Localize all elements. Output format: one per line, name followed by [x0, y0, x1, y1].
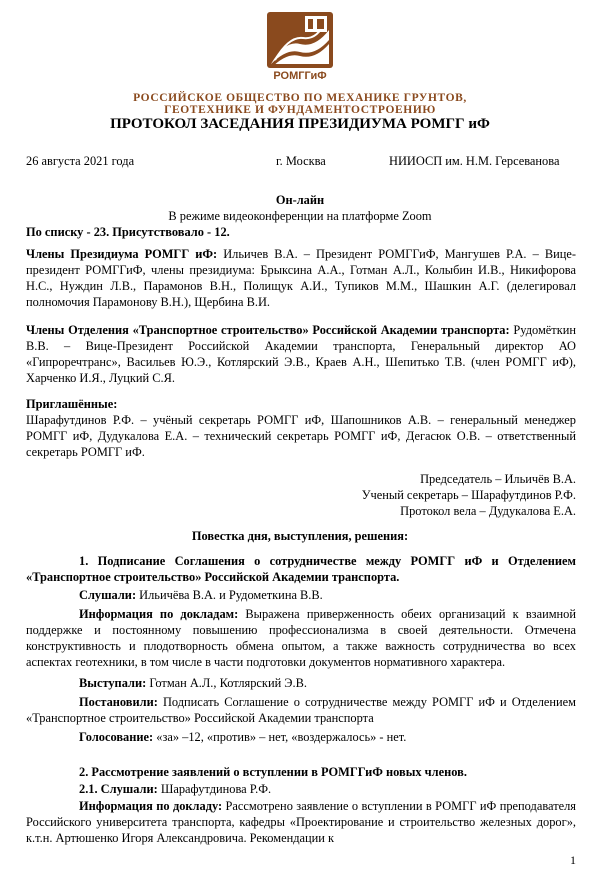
recorder: Протокол вела – Дудукалова Е.А.: [400, 504, 576, 518]
item1-info: [26, 606, 576, 670]
meeting-date: 26 августа 2021 года: [26, 154, 135, 168]
item1-spoke: [26, 675, 576, 691]
item1-resolved-text: Подписать Соглашение о сотрудничестве между РОМГГ иФ и Отделением «Транспортное строительство» Российской Академии транспорта: [26, 695, 576, 725]
division-paragraph: [26, 322, 576, 386]
meeting-mode: В режиме видеоконференции на платформе Zoom: [168, 209, 432, 223]
invited-label: Приглашённые:: [26, 397, 118, 411]
item1-spoke-text: Готман А.Л., Котлярский Э.В.: [146, 676, 307, 690]
item1-vote-text: «за» –12, «против» – нет, «воздержалось» - нет.: [153, 730, 407, 744]
item2-info-label: Информация по докладу:: [79, 799, 223, 813]
item1-info-text: Выражена приверженность обеих организаций к взаимной поддержке и постоянному повышению профессионализма в своей деятельности. Отмечена конструктивность и плодотворность обмена опытом, а также важность сотрудничества во всех аспектах геотехники, в том числе в части подготовки документов нормативного характера.: [26, 607, 577, 669]
item2-info: [26, 798, 576, 846]
item1-spoke-label: Выступали:: [79, 676, 147, 690]
item1-vote: [26, 729, 576, 745]
item1-resolved: [26, 694, 576, 726]
item1-title: 1. Подписание Соглашения о сотрудничестве между РОМГГ иФ и Отделением «Транспортное строительство» Российской Академии транспорта.: [26, 554, 576, 584]
item1-heard-text: Ильичёва В.А. и Рудометкина В.В.: [136, 588, 323, 602]
invited-text: Шарафутдинов Р.Ф. – учёный секретарь РОМГГ иФ, Шапошников А.В. – генеральный менеджер РОМГГ иФ, Дудукалова Е.А. – технический секретарь РОМГГ иФ, Дегасюк О.В. – ответственный секретарь РОМГГ иФ.: [26, 413, 576, 459]
secretary: Ученый секретарь – Шарафутдинов Р.Ф.: [361, 488, 576, 502]
meeting-venue: НИИОСП им. Н.М. Герсеванова: [389, 154, 560, 168]
item1-heard: [26, 587, 576, 603]
page-number: 1: [570, 853, 576, 867]
presidium-label: Члены Президиума РОМГГ иФ:: [26, 247, 218, 261]
attendance: По списку - 23. Присутствовало - 12.: [26, 225, 230, 239]
item2-info-text: Рассмотрено заявление о вступлении в РОМГГ иФ преподавателя Российского университета транспорта, кафедры «Проектирование и строительство железных дорог», к.т.н. Артюшенко Игоря Александровича. Рекомендации к: [26, 799, 576, 845]
division-label: Члены Отделения «Транспортное строительство» Российской Академии транспорта:: [26, 323, 510, 337]
logo-text: РОМГГиФ: [273, 70, 327, 82]
item1-resolved-label: Постановили:: [79, 695, 158, 709]
item2-heard-label: 2.1. Слушали:: [79, 782, 158, 796]
item2-heard-text: Шарафутдинова Р.Ф.: [157, 782, 272, 796]
org-name-line2: ГЕОТЕХНИКЕ И ФУНДАМЕНТОСТРОЕНИЮ: [164, 104, 436, 116]
org-name-line1: РОССИЙСКОЕ ОБЩЕСТВО ПО МЕХАНИКЕ ГРУНТОВ,: [133, 92, 467, 104]
item2-title: 2. Рассмотрение заявлений о вступлении в РОМГГиФ новых членов.: [79, 765, 467, 779]
division-text: Рудомёткин В.В. – Вице-Президент Российской Академии транспорта, Генеральный директор АО «Гипроречтранс», Васильев Ю.Э., Котлярский Э.В., Краев А.Н., Шепитько Т.В. (член РОМГГ иФ), Харченко И.Я., Луцкий С.Я.: [26, 323, 576, 385]
item1-vote-label: Голосование:: [79, 730, 154, 744]
agenda-heading: Повестка дня, выступления, решения:: [191, 529, 409, 543]
meeting-city: г. Москва: [276, 154, 326, 168]
protocol-title: ПРОТОКОЛ ЗАСЕДАНИЯ ПРЕЗИДИУМА РОМГГ иФ: [110, 116, 490, 132]
item1-heard-label: Слушали:: [79, 588, 137, 602]
chair: Председатель – Ильичёв В.А.: [420, 472, 576, 486]
item2-heard: [26, 781, 576, 797]
online-label: Он-лайн: [275, 193, 325, 207]
presidium-text: Ильичев В.А. – Президент РОМГГиФ, Мангушев Р.А. – Вице-президент РОМГГиФ, члены президиума: Брыксина А.А., Готман А.Л., Колыбин И.В., Никифорова Н.С., Нуждин Л.В., Парамонов В.Н., Полищук А.И., Тупиков М.М., Шашкин А.Г. (делегировал полномочия Парамонову В.Н.), Щербина В.И.: [26, 247, 576, 309]
presidium-paragraph: [26, 246, 576, 310]
item1-info-label: Информация по докладам:: [79, 607, 239, 621]
